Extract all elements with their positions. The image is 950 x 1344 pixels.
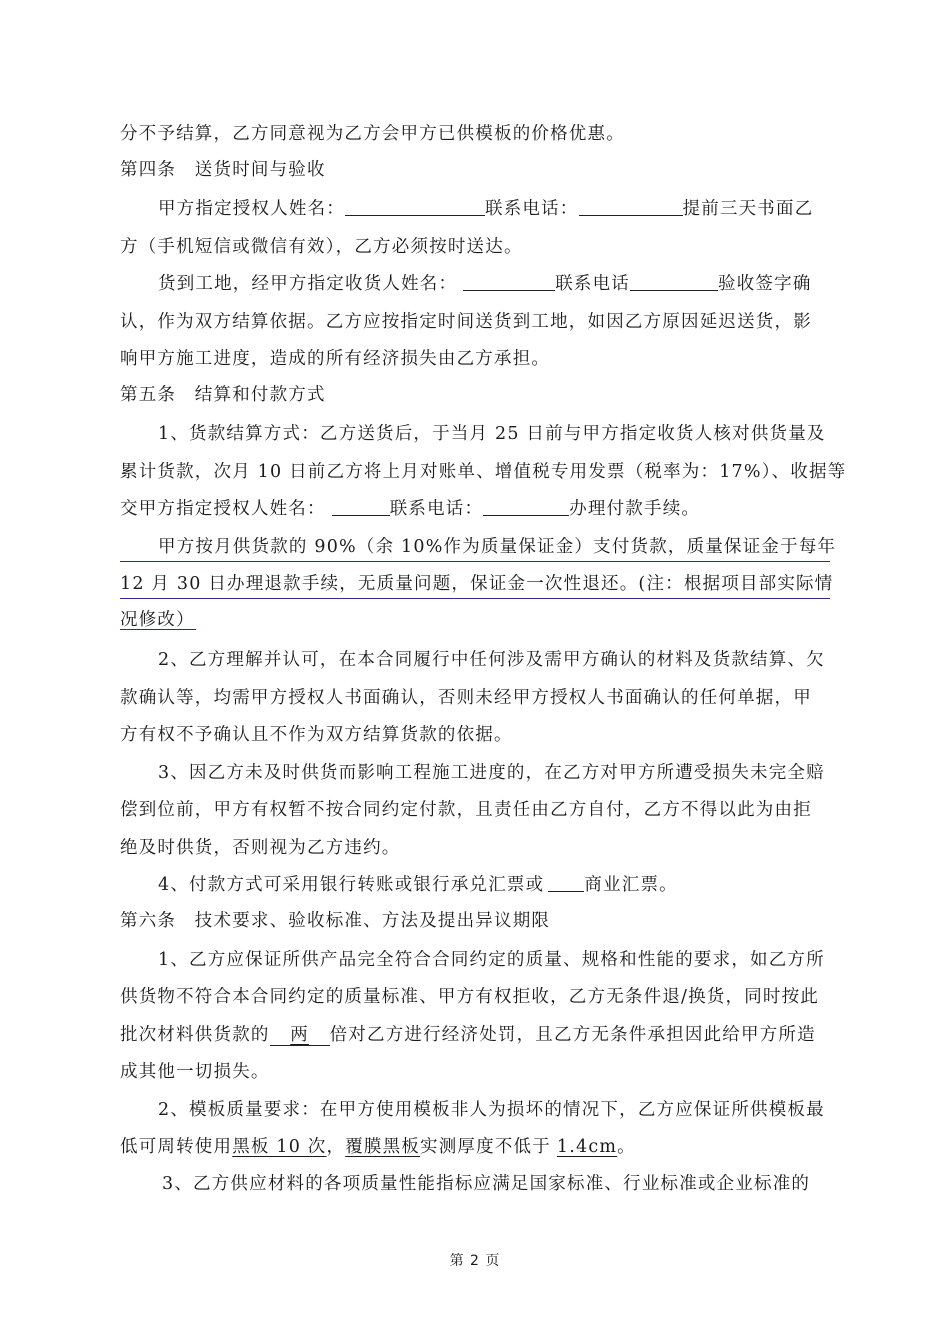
paragraph-line: 绝及时供货，否则视为乙方违约。 bbox=[120, 838, 401, 858]
blank-field bbox=[345, 197, 485, 216]
paragraph-line: 累计货款，次月 10 日前乙方将上月对账单、增值税专用发票（税率为：17%）、收据等 bbox=[120, 462, 847, 482]
paragraph-line: 偿到位前，甲方有权暂不按合同约定付款，且责任由乙方自付，乙方不得以此为由拒 bbox=[120, 800, 812, 820]
text-span: ， bbox=[326, 1137, 346, 1157]
paragraph-line: 1、乙方应保证所供产品完全符合合同约定的质量、规格和性能的要求，如乙方所 bbox=[158, 950, 825, 970]
paragraph-line: 款确认等，均需甲方授权人书面确认，否则未经甲方授权人书面确认的任何单据，甲 bbox=[120, 688, 812, 708]
paragraph-line bbox=[120, 1135, 830, 1159]
paragraph-line bbox=[120, 1023, 830, 1047]
turnover-count: 黑板 10 次 bbox=[232, 1137, 327, 1157]
paragraph-line: 响甲方施工进度，造成的所有经济损失由乙方承担。 bbox=[120, 349, 551, 369]
label-authorized-person: 交甲方指定授权人姓名： bbox=[120, 499, 326, 519]
blank-field bbox=[548, 873, 584, 892]
footer-suffix: 页 bbox=[485, 1253, 501, 1269]
paragraph-line bbox=[120, 497, 830, 521]
blank-field bbox=[483, 497, 569, 516]
paragraph-line: 3、乙方供应材料的各项质量性能指标应满足国家标准、行业标准或企业标准的 bbox=[162, 1174, 811, 1194]
paragraph-line: 3、因乙方未及时供货而影响工程施工进度的，在乙方对甲方所遭受损失未完全赔 bbox=[158, 763, 825, 783]
page-footer bbox=[0, 1250, 950, 1270]
footer-prefix: 第 bbox=[449, 1253, 465, 1269]
paragraph-line: 认，作为双方结算依据。乙方应按指定时间送货到工地，如因乙方原因延迟送货，影 bbox=[120, 312, 812, 332]
paragraph-line: 2、模板质量要求：在甲方使用模板非人为损坏的情况下，乙方应保证所供模板最 bbox=[158, 1100, 825, 1120]
revision-underline bbox=[120, 629, 196, 630]
text-span: 办理付款手续。 bbox=[569, 499, 701, 519]
paragraph-line: 1、货款结算方式：乙方送货后，于当月 25 日前与甲方指定收货人核对供货量及 bbox=[158, 424, 826, 444]
paragraph-line: 方（手机短信或微信有效），乙方必须按时送达。 bbox=[120, 237, 523, 257]
penalty-multiplier: 两 bbox=[270, 1025, 330, 1046]
paragraph-line: 供货物不符合本合同约定的质量标准、甲方有权拒收，乙方无条件退/换货，同时按此 bbox=[120, 987, 819, 1007]
text-span: 低可周转使用 bbox=[120, 1137, 233, 1157]
label-phone: 联系电话 bbox=[555, 274, 631, 294]
text-span: 4、付款方式可采用银行转账或银行承兑汇票或 bbox=[158, 875, 545, 895]
text-span: 验收签字确 bbox=[718, 274, 812, 294]
film-board-label: 覆膜黑板 bbox=[345, 1137, 421, 1157]
paragraph-line: 12 月 30 日办理退款手续，无质量问题，保证金一次性退还。(注：根据项目部实际情 bbox=[120, 574, 834, 594]
blank-field bbox=[332, 497, 390, 516]
paragraph-line bbox=[158, 873, 830, 897]
article-5-heading: 第五条 结算和付款方式 bbox=[120, 385, 326, 405]
paragraph-line: 方有权不予确认且不作为双方结算货款的依据。 bbox=[120, 725, 513, 745]
text-span: 实测厚度不低于 bbox=[420, 1137, 551, 1157]
text-span: 。 bbox=[617, 1137, 636, 1157]
revision-underline bbox=[120, 561, 830, 562]
label-receiver: 货到工地，经甲方指定收货人姓名： bbox=[158, 274, 458, 294]
page-number: 2 bbox=[470, 1253, 480, 1269]
blank-field bbox=[579, 197, 683, 216]
label-phone: 联系电话： bbox=[389, 499, 484, 519]
paragraph-line: 甲方按月供货款的 90%（余 10%作为质量保证金）支付货款，质量保证金于每年 bbox=[158, 537, 837, 557]
paragraph-line: 成其他一切损失。 bbox=[120, 1062, 270, 1082]
blank-field bbox=[463, 272, 555, 291]
paragraph-line bbox=[158, 197, 830, 221]
text-span: 提前三天书面乙 bbox=[682, 199, 814, 219]
article-6-heading: 第六条 技术要求、验收标准、方法及提出异议期限 bbox=[120, 911, 551, 931]
article-4-heading: 第四条 送货时间与验收 bbox=[120, 160, 326, 180]
text-span: 批次材料供货款的 bbox=[120, 1025, 270, 1045]
paragraph-line: 2、乙方理解并认可，在本合同履行中任何涉及需甲方确认的材料及货款结算、欠 bbox=[158, 650, 825, 670]
min-thickness: 1.4cm bbox=[556, 1137, 618, 1157]
revision-underline bbox=[120, 598, 830, 599]
paragraph-line: 况修改） bbox=[120, 610, 195, 630]
paragraph-line: 分不予结算，乙方同意视为乙方会甲方已供模板的价格优惠。 bbox=[120, 124, 625, 144]
text-span: 倍对乙方进行经济处罚，且乙方无条件承担因此给甲方所造 bbox=[329, 1025, 816, 1045]
blank-field bbox=[630, 272, 718, 291]
label-authorized-person: 甲方指定授权人姓名： bbox=[158, 199, 345, 219]
label-phone: 联系电话： bbox=[485, 199, 579, 219]
text-span: 商业汇票。 bbox=[584, 875, 678, 895]
paragraph-line bbox=[158, 272, 830, 296]
